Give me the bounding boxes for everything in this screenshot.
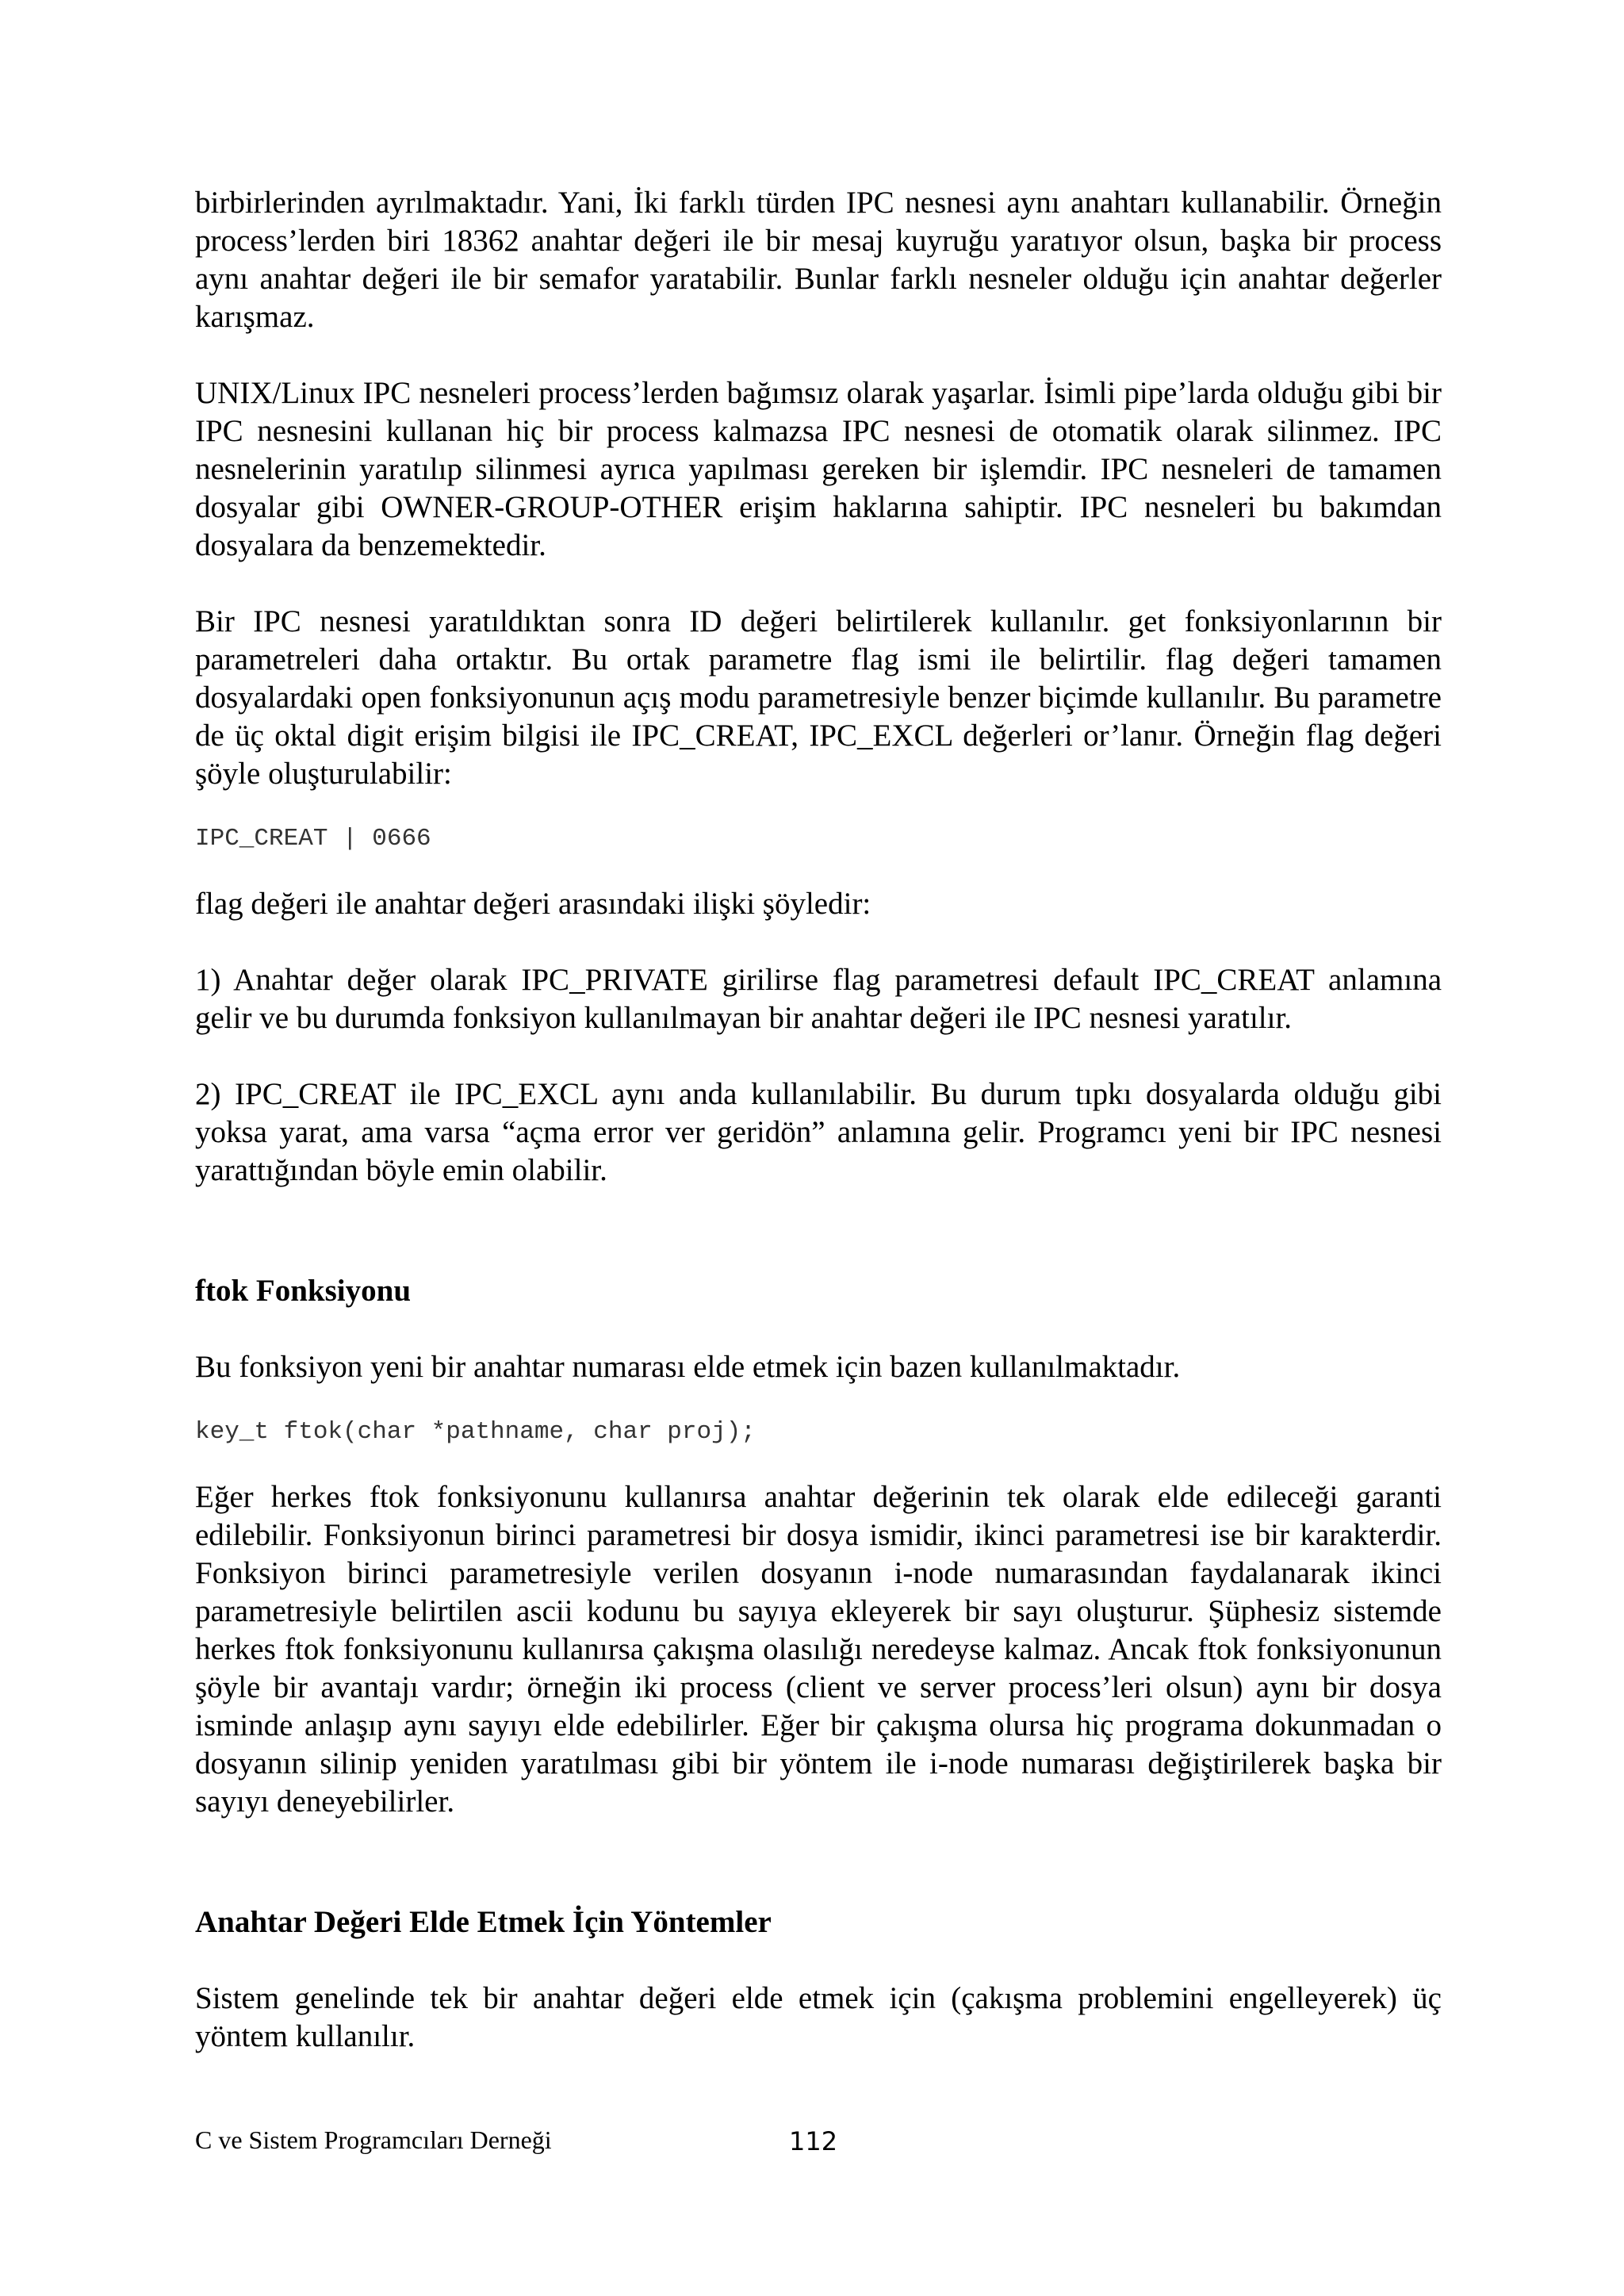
paragraph-ipc-lifetime: UNIX/Linux IPC nesneleri process’lerden bağımsız olarak yaşarlar. İsimli pipe’larda olduğu gibi bir IPC nesnesini kullanan hiç bir process kalmazsa IPC nesnesi de otomatik olarak silinmez. IPC nesnelerinin yaratılıp silinmesi ayrıca yapılması gereken bir işlemdir. IPC nesneleri de tamamen dosyalar gibi OWNER-GROUP-OTHER erişim haklarına sahiptir. IPC nesneleri bu bakımdan dosyalara da benzemektedir. [195,376,1442,562]
footer-publisher: C ve Sistem Programcıları Derneği [195,2125,552,2154]
paragraph-ipc-flag: Bir IPC nesnesi yaratıldıktan sonra ID değeri belirtilerek kullanılır. get fonksiyonlarının bir parametreleri daha ortaktır. Bu ortak parametre flag ismi ile belirtilir. flag değeri tamamen dosyalardaki open fonksiyonunun açış modu parametresiyle benzer biçimde kullanılır. Bu parametre de üç oktal digit erişim bilgisi ile IPC_CREAT, IPC_EXCL değerleri or’lanır. Örneğin flag değeri şöyle oluşturulabilir: [195,604,1442,791]
code-ipc-creat: IPC_CREAT | 0666 [195,825,431,853]
paragraph-key-methods: Sistem genelinde tek bir anahtar değeri elde etmek için (çakışma problemini engelleyerek) üç yöntem kullanılır. [195,1981,1442,2053]
paragraph-flag-relation: flag değeri ile anahtar değeri arasındaki ilişki şöyledir: [195,887,871,921]
heading-key-methods: Anahtar Değeri Elde Etmek İçin Yöntemler [195,1905,772,1939]
paragraph-ipc-keys: birbirlerinden ayrılmaktadır. Yani, İki farklı türden IPC nesnesi aynı anahtarı kullanabilir. Örneğin process’lerden biri 18362 anahtar değeri ile bir mesaj kuyruğu yaratıyor olsun, başka bir process aynı anahtar değeri ile bir semafor yaratabilir. Bunlar farklı nesneler olduğu için anahtar değerler karışmaz. [195,186,1442,334]
paragraph-ftok-intro: Bu fonksiyon yeni bir anahtar numarası elde etmek için bazen kullanılmaktadır. [195,1350,1181,1384]
heading-ftok: ftok Fonksiyonu [195,1274,412,1308]
code-ftok-signature: key_t ftok(char *pathname, char proj); [195,1418,756,1446]
paragraph-rule-1: 1) Anahtar değer olarak IPC_PRIVATE girilirse flag parametresi default IPC_CREAT anlamına gelir ve bu durumda fonksiyon kullanılmayan bir anahtar değeri ile IPC nesnesi yaratılır. [195,963,1442,1035]
document-page [195,184,1442,2056]
paragraph-ftok-details: Eğer herkes ftok fonksiyonunu kullanırsa anahtar değerinin tek olarak elde edileceği garanti edilebilir. Fonksiyonun birinci parametresi bir dosya ismidir, ikinci parametresi ise bir karakterdir. Fonksiyon birinci parametresiyle verilen dosyanın i-node numarasından faydalanarak ikinci parametresiyle belirtilen ascii kodunu bu sayıya ekleyerek bir sayı oluşturur. Şüphesiz sistemde herkes ftok fonksiyonunu kullanırsa çakışma olasılığı neredeyse kalmaz. Ancak ftok fonksiyonunun şöyle bir avantajı vardır; örneğin iki process (client ve server process’leri olsun) aynı bir dosya isminde anlaşıp aynı sayıyı elde edebilirler. Eğer bir çakışma olursa hiç programa dokunmadan o dosyanın silinip yeniden yaratılması gibi bir yöntem ile i-node numarası değiştirilerek başka bir sayıyı deneyebilirler. [195,1480,1442,1819]
footer-page-number: 112 [789,2126,838,2156]
paragraph-rule-2: 2) IPC_CREAT ile IPC_EXCL aynı anda kullanılabilir. Bu durum tıpkı dosyalarda olduğu gibi yoksa yarat, ama varsa “açma error ver geridön” anlamına gelir. Programcı yeni bir IPC nesnesi yarattığından böyle emin olabilir. [195,1077,1442,1187]
